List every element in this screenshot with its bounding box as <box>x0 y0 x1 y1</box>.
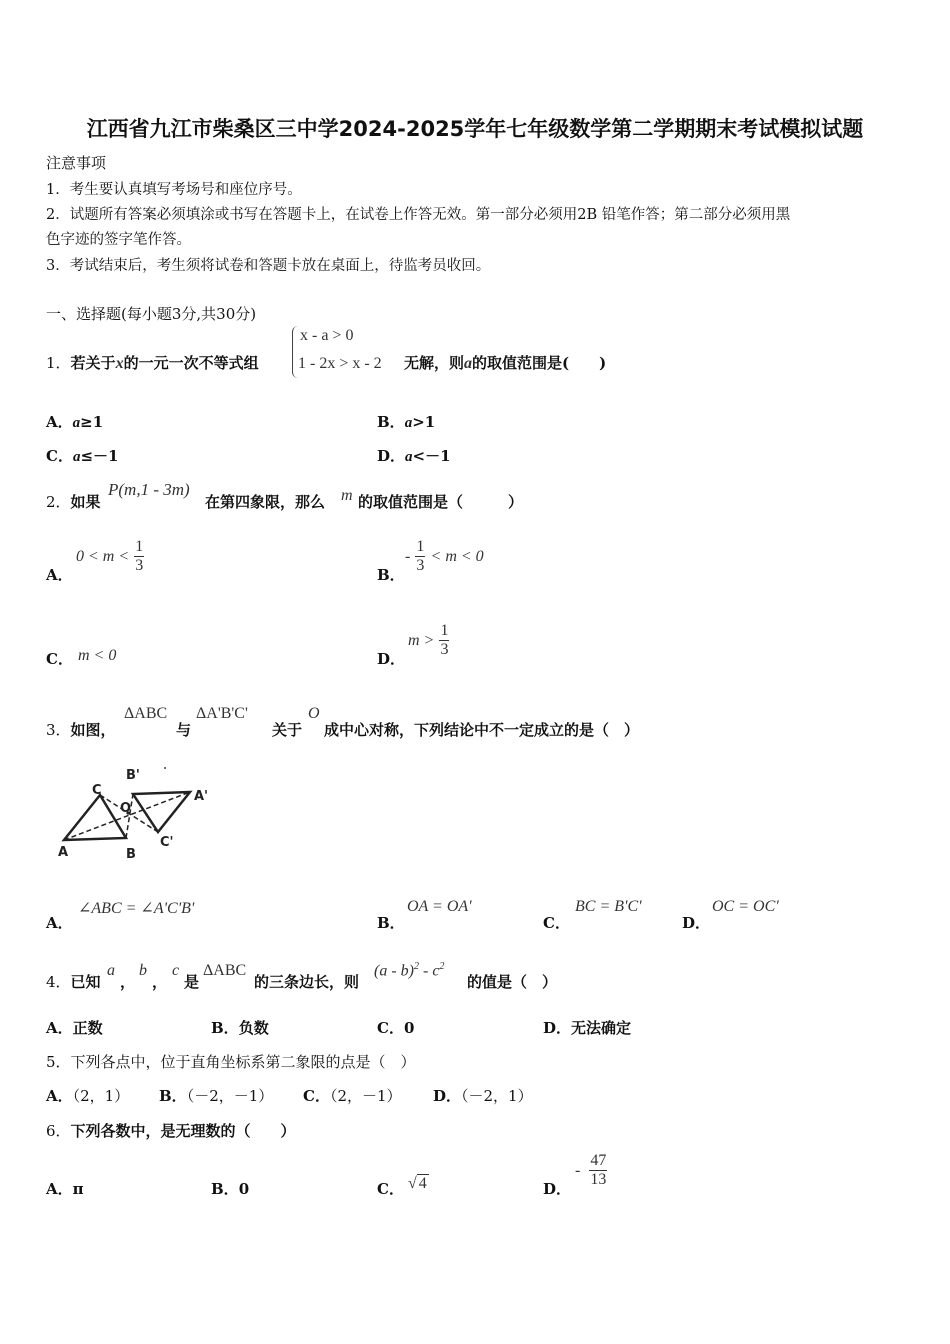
question-number: 6． <box>46 1122 71 1140</box>
triangle-abc-prime: ΔA'B'C' <box>196 705 248 722</box>
question-2-tail: 的取值范围是（ ） <box>358 493 524 511</box>
q4-option-b[interactable]: B．负数 <box>211 1019 269 1037</box>
q3-option-d-expr[interactable]: OC = OC' <box>712 898 779 915</box>
var-b: b <box>139 962 147 979</box>
stray-dot <box>164 767 166 769</box>
question-number: 2． <box>46 493 71 511</box>
q4-option-c[interactable]: C．0 <box>377 1019 415 1037</box>
q3-with: 与 <box>176 721 192 739</box>
question-5-stem: 5．下列各点中，位于直角坐标系第二象限的点是（ ） <box>46 1053 416 1071</box>
question-1-stem: 1．若关于x的一元一次不等式组 <box>46 354 259 372</box>
q2-option-c-expr[interactable]: m < 0 <box>78 647 117 664</box>
label-b: B <box>126 847 136 862</box>
q3-option-a-label[interactable]: A． <box>46 914 73 932</box>
question-3-stem: 3．如图， <box>46 721 116 739</box>
q2-option-b-expr[interactable]: - $\frac{1}{3}$ < m < 0 <box>405 538 484 574</box>
question-1-tail: 无解，则a的取值范围是( ) <box>404 354 607 372</box>
q3-option-a-expr[interactable]: ∠ABC = ∠A'C'B' <box>78 900 195 917</box>
triangle-abc-prime-shape <box>133 792 190 832</box>
q5-option-c[interactable]: C．（2，－1） <box>303 1087 402 1105</box>
q5-option-b[interactable]: B．（－2，－1） <box>159 1087 274 1105</box>
q3-option-c-label[interactable]: C． <box>543 914 570 932</box>
center-o: O <box>308 705 320 722</box>
q2-option-b-label[interactable]: B． <box>377 566 405 584</box>
label-c: C <box>92 783 102 798</box>
q6-option-a[interactable]: A．π <box>46 1180 84 1198</box>
notice-item-1: 1．考生要认真填写考场号和座位序号。 <box>46 182 302 198</box>
q6-option-c-label[interactable]: C． <box>377 1180 404 1198</box>
q1-option-a[interactable]: A．a≥1 <box>46 413 104 431</box>
q5-option-d[interactable]: D．（－2，1） <box>433 1087 533 1105</box>
q6-option-d-label[interactable]: D． <box>543 1180 572 1198</box>
question-number: 3． <box>46 721 71 739</box>
q3-option-d-label[interactable]: D． <box>682 914 711 932</box>
question-2-stem: 2．如果 <box>46 493 101 511</box>
question-number: 5． <box>46 1053 71 1071</box>
system-line-1: x - a > 0 <box>300 327 354 344</box>
notice-item-2: 2．试题所有答案必须填涂或书写在答题卡上，在试卷上作答无效。第一部分必须用2B 铅笔作答；第二部分必须用黑 <box>46 207 791 223</box>
q3-tail: 成中心对称，下列结论中不一定成立的是（ ） <box>324 721 640 739</box>
notice-item-3: 3．考试结束后，考生须将试卷和答题卡放在桌面上，待监考员收回。 <box>46 258 491 274</box>
q6-option-c-expr[interactable]: √ 4 <box>408 1175 427 1192</box>
question-number: 1． <box>46 354 71 372</box>
q3-about: 关于 <box>272 721 303 739</box>
q4-option-d[interactable]: D．无法确定 <box>543 1019 632 1037</box>
section-heading: 一、选择题(每小题3分,共30分) <box>46 305 257 323</box>
q4-option-a[interactable]: A．正数 <box>46 1019 103 1037</box>
label-b-prime: B' <box>126 768 140 783</box>
q6-option-b[interactable]: B．0 <box>211 1180 250 1198</box>
question-6-stem: 6．下列各数中，是无理数的（ ） <box>46 1122 296 1140</box>
q2-option-d-label[interactable]: D． <box>377 650 406 668</box>
label-o: O <box>120 801 132 816</box>
label-a: A <box>58 845 69 860</box>
q4-is: 是 <box>184 973 200 991</box>
triangle-abc-q4: ΔABC <box>203 962 247 979</box>
q5-option-a[interactable]: A．（2，1） <box>46 1087 130 1105</box>
var-m: m <box>341 487 353 504</box>
question-number: 4． <box>46 973 71 991</box>
notice-item-2-cont: 色字迹的签字笔作答。 <box>46 232 191 248</box>
page-title: 江西省九江市柴桑区三中学2024-2025学年七年级数学第二学期期末考试模拟试题 <box>86 117 864 141</box>
var-a: a <box>107 962 115 979</box>
triangle-abc: ΔABC <box>124 705 168 722</box>
q2-option-c-label[interactable]: C． <box>46 650 73 668</box>
q1-option-b[interactable]: B．a>1 <box>377 413 436 431</box>
q1-option-d[interactable]: D．a<－1 <box>377 447 451 465</box>
triangle-abc-shape <box>64 795 126 840</box>
symmetry-figure <box>50 760 230 870</box>
q6-option-d-expr[interactable]: - $\frac{47}{13}$ <box>575 1152 607 1188</box>
notice-heading: 注意事项 <box>46 154 107 172</box>
q4-expression: $(a - b)^2 - c^2$ <box>374 961 445 980</box>
q3-option-b-label[interactable]: B． <box>377 914 405 932</box>
var-c: c <box>172 962 180 979</box>
label-a-prime: A' <box>194 789 209 804</box>
label-c-prime: C' <box>160 835 174 850</box>
system-line-2: 1 - 2x > x - 2 <box>298 355 382 372</box>
q3-option-c-expr[interactable]: BC = B'C' <box>575 898 642 915</box>
q2-option-a-expr[interactable]: 0 < m < $\frac{1}{3}$ <box>76 538 144 574</box>
question-2-mid: 在第四象限，那么 <box>205 493 326 511</box>
q4-sep-2: ， <box>152 973 168 991</box>
q4-mid: 的三条边长，则 <box>254 973 360 991</box>
q3-option-b-expr[interactable]: OA = OA' <box>407 898 472 915</box>
q4-sep-1: ， <box>120 973 136 991</box>
sqrt-icon: √ <box>408 1175 417 1192</box>
point-p-expr: P(m,1 - 3m) <box>108 480 190 499</box>
q2-option-d-expr[interactable]: m > $\frac{1}{3}$ <box>408 622 449 658</box>
question-4-stem: 4．已知 <box>46 973 101 991</box>
q2-option-a-label[interactable]: A． <box>46 566 73 584</box>
q1-option-c[interactable]: C．a≤－1 <box>46 447 119 465</box>
q4-tail: 的值是（ ） <box>467 973 558 991</box>
